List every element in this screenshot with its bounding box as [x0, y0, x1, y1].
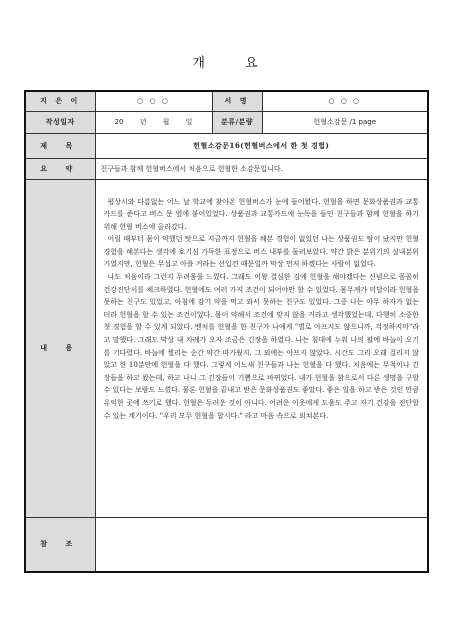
category-label: 분류/분량	[212, 111, 262, 133]
subject-row	[25, 133, 428, 158]
summary-row	[25, 158, 428, 179]
content-body	[95, 179, 428, 517]
author-row	[25, 91, 428, 111]
date-value: 20 년 월 일	[95, 111, 212, 133]
content-paragraph: 어릴 때부터 몸이 약했던 탓으로 지금까지 헌혈을 해본 경험이 없었던 나는 상품권도 탐이 났지만 헌혈 경험을 해본다는 생각에 호기심 가득한 표정으로 버스 내부를 둘러보았다. 약간 밝은 분위기의 실내분위기였지만, 헌혈은 무섭고 아플 거라는 선입견 때문일까 막상 먼저 하겠다는 사람이 없었다.	[103, 235, 419, 269]
content-paragraph: 평상시와 다름없는 어느 날 학교에 찾아온 헌혈버스가 눈에 들어왔다. 헌혈을 하면 문화상품권과 교통카드를 준다고 버스 문 옆에 붙어있었다. 상품권과 교통카드에 눈독을 들인 친구들과 함께 헌혈을 하기 위해 헌혈 버스에 올라갔다.	[103, 197, 419, 231]
author-value: ○ ○ ○	[95, 91, 212, 111]
page-title: 개 요	[192, 56, 276, 71]
reference-value	[95, 517, 428, 572]
overview-table	[24, 90, 429, 573]
content-row	[25, 179, 428, 517]
content-paragraph: 나도 처음이라 그런지 두려움을 느꼈다. 그래도 이왕 결심한 김에 헌혈을 해야겠다는 신념으로 꼼꼼히 건강진단서를 체크하였다. 헌혈에도 여러 가지 조건이 되어야만 할 수 있었다. 몸무게가 미달이라 헌혈을 못하는 친구도 있었고, 아침에 감기 약을 먹고 와서 못하는 친구도 있었다. 그중 나는 아무 하자가 없는 터라 헌혈을 할 수 있는 조건이었다. 몸이 약해서 조건에 맞지 않을 거라고 생각했었는데, 다행히 소중한 첫 경험을 할 수 있게 되었다. 벤처를 헌혈을 한 친구가 나에게 "별로 아프지도 않으니까, 걱정하지마"라고 말했다. 그래도 막상 내 차례가 오자 조금은 긴장을 하였다. 나는 침대에 누워 나의 팔에 바늘이 오기를 기다렸다. 바늘에 찔리는 순간 약간 따가웠지, 그 외에는 아프지 않았다. 시간도 그리 오래 걸리지 않았고 한 10분만에 헌혈을 다 했다. 그렇게 어느새 친구들과 나는 헌혈을 다 했다. 처음에는 무척이나 긴장들을 하고 왔는데, 하고 나니 그 긴장들이 기쁨으로 바뀌었다. 내가 헌혈을 함으로서 다른 생명을 구할 수 있다는 보람도 느꼈다. 물론 헌혈을 끝내고 받은 문화상품권도 좋았다. 좋은 일을 하고 받은 것인 만큼 유익한 곳에 쓰기로 했다. 헌혈은 두려운 것이 아니다. 어려운 이웃에게 도움도 주고 자기 건강을 진단할 수 있는 계기이다. "우리 모두 헌혈을 합시다." 라고 마음 속으로 외쳐본다.	[103, 273, 419, 420]
subject-value: 헌혈소감문16(헌혈버스에서 한 첫 경험)	[95, 133, 428, 158]
date-label: 작성일자	[25, 111, 95, 133]
date-row	[25, 111, 428, 133]
summary-value: 친구들과 함께 헌혈버스에서 처음으로 헌혈한 소감문입니다.	[95, 158, 428, 179]
summary-label: 요 약	[25, 158, 95, 179]
category-value: 헌혈소감문 /1 page	[262, 111, 428, 133]
author-label: 지 은 이	[25, 91, 95, 111]
reference-row	[25, 517, 428, 572]
sign-label: 서 명	[212, 91, 262, 111]
reference-label: 참 조	[25, 517, 95, 572]
subject-label: 제 목	[25, 133, 95, 158]
sign-value: ○ ○ ○	[262, 91, 428, 111]
content-label: 내 용	[25, 179, 95, 517]
